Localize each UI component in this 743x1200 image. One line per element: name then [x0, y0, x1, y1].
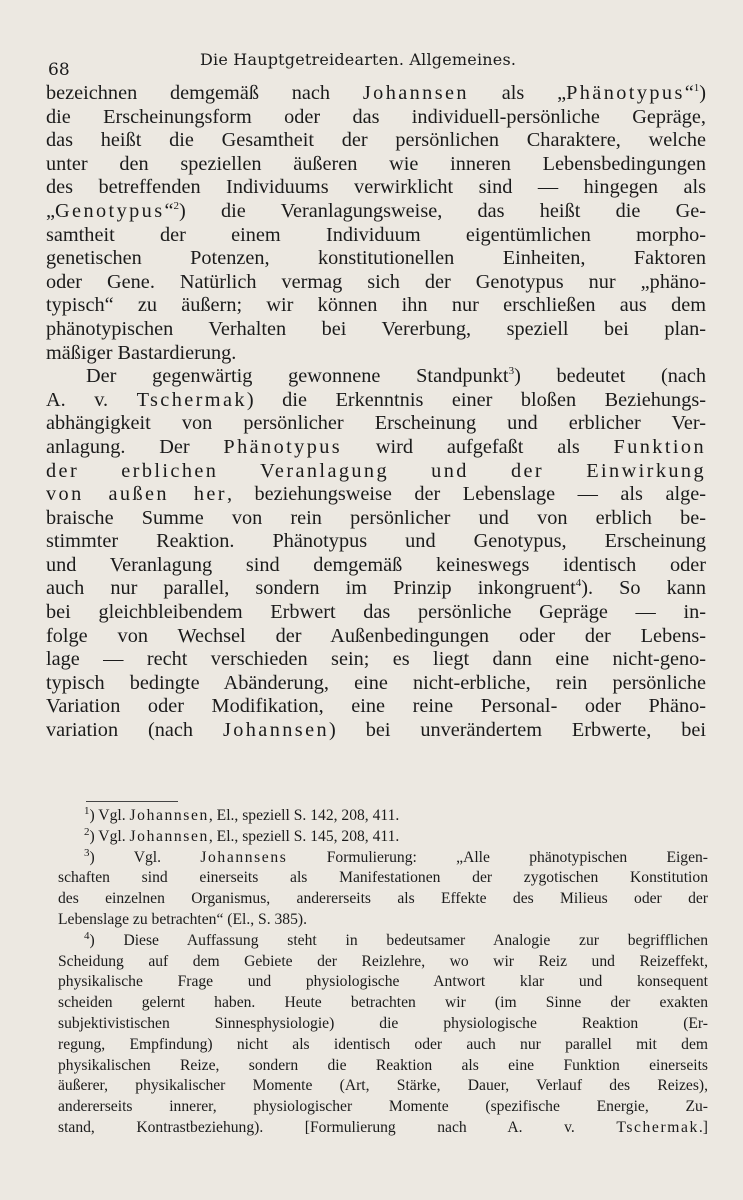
text-line: phänotypischen Verhalten bei Vererbung, speziell bei plan- [46, 317, 706, 340]
footnote-4-line: Scheidung auf dem Gebiete der Reizlehre, wo wir Reiz und Reizeffekt, [58, 952, 708, 970]
text-line: Variation oder Modifikation, eine reine Personal- oder Phäno- [46, 695, 706, 718]
text-line: Der gegenwärtig gewonnene Standpunkt$^3$) bedeutet (nach [86, 365, 706, 388]
running-title: Die Hauptgetreidearten. Allgemeines. [200, 50, 517, 69]
text-line: typisch“ zu äußern; wir können ihn nur erschließen aus dem [46, 294, 706, 317]
text-line: auch nur parallel, sondern im Prinzip inkongruent$^4$). So kann [46, 577, 706, 600]
footnote-4-line: äußerer, physikalischer Momente (Art, Stärke, Dauer, Verlauf des Reizes), [58, 1077, 708, 1095]
text-line: variation (nach Johannsen) bei unverändertem Erbwerte, bei [46, 719, 706, 742]
text-line: das heißt die Gesamtheit der persönlichen Charaktere, welche [46, 129, 706, 152]
footnote-4-line: physikalischen Reize, sondern die Reaktion als eine Funktion einerseits [58, 1056, 708, 1074]
text-line: und Veranlagung sind demgemäß keineswegs identisch oder [46, 553, 706, 576]
footnote-4-line: scheiden gelernt haben. Heute betrachten wir (im Sinne der exakten [58, 994, 708, 1012]
text-line: bezeichnen demgemäß nach Johannsen als „Phänotypus“$^1$) [46, 82, 707, 104]
text-line: mäßiger Bastardierung. [46, 341, 237, 364]
text-line: genetischen Potenzen, konstitutionellen Einheiten, Faktoren [46, 247, 706, 270]
footnote-3-line: des einzelnen Organismus, andererseits als Effekte des Milieus oder der [58, 890, 708, 908]
text-line: der erblichen Veranlagung und der Einwirkung [46, 459, 706, 482]
footnote-4-line: regung, Empfindung) nicht als identisch oder auch nur parallel mit dem [58, 1035, 708, 1053]
text-line: oder Gene. Natürlich vermag sich der Genotypus nur „phäno- [46, 270, 706, 293]
footnote-4-line: physikalische Frage und physiologische Antwort klar und konsequent [58, 973, 708, 991]
text-line: bei gleichbleibendem Erbwert das persönliche Gepräge — in- [46, 601, 706, 624]
footnote-4-line: subjektivistischen Sinnesphysiologie) die physiologische Reaktion (Er- [58, 1014, 708, 1032]
text-line: braische Summe von rein persönlicher und von erblich be- [46, 506, 706, 529]
text-line: folge von Wechsel der Außenbedingungen oder der Lebens- [46, 624, 706, 647]
footnote-4: $^4$) Diese Auffassung steht in bedeutsamer Analogie zur begrifflichen [84, 929, 708, 949]
text-line: typisch bedingte Abänderung, eine nicht-erbliche, rein persönliche [46, 671, 706, 694]
footnote-3-line: Lebenslage zu betrachten“ (El., S. 385). [58, 910, 307, 928]
footnote-4-line: stand, Kontrastbeziehung). [Formulierung nach A. v. Tschermak.] [58, 1118, 708, 1136]
footnote-3: $^3$) Vgl. Johannsens Formulierung: „Alle phänotypischen Eigen- [84, 846, 709, 866]
text-line: die Erscheinungsform oder das individuell-persönliche Gepräge, [46, 105, 706, 128]
footnote-3-line: schaften sind einerseits als Manifestationen der zygotischen Konstitution [58, 869, 708, 887]
footnote-2: $^2$) Vgl. Johannsen, El., speziell S. 145, 208, 411. [84, 825, 400, 845]
text-line: des betreffenden Individuums verwirklicht sind — hingegen als [46, 176, 706, 199]
paragraph-1 [46, 82, 706, 365]
footnote-1: $^1$) Vgl. Johannsen, El., speziell S. 142, 208, 411. [84, 804, 400, 824]
footnote-separator [86, 801, 178, 802]
page-number: 68 [48, 60, 70, 80]
text-line: abhängigkeit von persönlicher Erscheinung und erblicher Ver- [46, 412, 706, 435]
text-line: unter den speziellen äußeren wie inneren Lebensbedingungen [46, 152, 706, 175]
text-line: von außen her, beziehungsweise der Lebenslage — als alge- [46, 483, 706, 506]
footnote-4-line: andererseits innerer, physiologischer Momente (spezifische Energie, Zu- [58, 1098, 708, 1116]
text-line: A. v. Tschermak) die Erkenntnis einer bloßen Beziehungs- [46, 388, 706, 411]
text-line: „Genotypus“$^2$) die Veranlagungsweise, das heißt die Ge- [46, 199, 706, 222]
main-text [46, 82, 706, 743]
text-line: samtheit der einem Individuum eigentümlichen morpho- [46, 223, 706, 246]
text-line: lage — recht verschieden sein; es liegt dann eine nicht-geno- [46, 648, 706, 671]
text-line: stimmter Reaktion. Phänotypus und Genotypus, Erscheinung [46, 530, 706, 553]
paragraph-2 [46, 365, 706, 743]
footnotes [58, 806, 708, 1139]
text-line: anlagung. Der Phänotypus wird aufgefaßt als Funktion [46, 435, 706, 458]
